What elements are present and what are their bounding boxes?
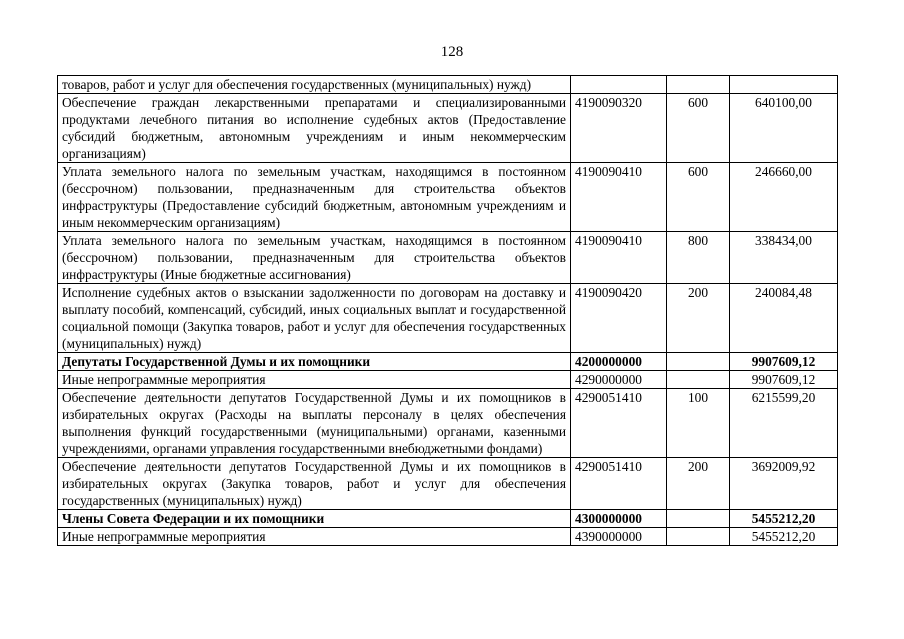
row-description: Иные непрограммные мероприятия (58, 371, 571, 389)
table-row (58, 232, 838, 284)
row-code: 4290051410 (571, 389, 667, 458)
table-row (58, 528, 838, 546)
row-amount: 3692009,92 (730, 458, 838, 510)
row-amount: 5455212,20 (730, 510, 838, 528)
budget-table-body (58, 76, 838, 546)
row-code: 4290051410 (571, 458, 667, 510)
page-number: 128 (440, 44, 464, 60)
row-code: 4200000000 (571, 353, 667, 371)
row-expense-type: 200 (667, 458, 730, 510)
row-amount: 9907609,12 (730, 353, 838, 371)
row-amount: 240084,48 (730, 284, 838, 353)
row-expense-type (667, 528, 730, 546)
row-amount: 246660,00 (730, 163, 838, 232)
table-row (58, 510, 838, 528)
row-expense-type (667, 510, 730, 528)
row-expense-type: 600 (667, 94, 730, 163)
row-amount: 6215599,20 (730, 389, 838, 458)
row-expense-type: 200 (667, 284, 730, 353)
row-description: Иные непрограммные мероприятия (58, 528, 571, 546)
row-description: товаров, работ и услуг для обеспечения государственных (муниципальных) нужд) (58, 76, 571, 94)
budget-table (57, 75, 838, 546)
row-expense-type (667, 371, 730, 389)
row-description: Уплата земельного налога по земельным участкам, находящимся в постоянном (бессрочном) пользовании, предназначенным для строительства объектов инфраструктуры (Иные бюджетные ассигнования) (58, 232, 571, 284)
table-row (58, 371, 838, 389)
row-code: 4190090410 (571, 232, 667, 284)
row-description: Депутаты Государственной Думы и их помощники (58, 353, 571, 371)
row-amount (730, 76, 838, 94)
row-description: Члены Совета Федерации и их помощники (58, 510, 571, 528)
row-expense-type (667, 353, 730, 371)
table-row (58, 76, 838, 94)
row-amount: 338434,00 (730, 232, 838, 284)
row-code: 4290000000 (571, 371, 667, 389)
row-expense-type: 600 (667, 163, 730, 232)
row-code: 4300000000 (571, 510, 667, 528)
row-amount: 640100,00 (730, 94, 838, 163)
row-description: Обеспечение деятельности депутатов Государственной Думы и их помощников в избирательных округах (Закупка товаров, работ и услуг для обеспечения государственных (муниципальных) нужд) (58, 458, 571, 510)
row-code: 4190090410 (571, 163, 667, 232)
row-amount: 5455212,20 (730, 528, 838, 546)
table-row (58, 389, 838, 458)
row-code: 4190090420 (571, 284, 667, 353)
table-row (58, 458, 838, 510)
table-row (58, 163, 838, 232)
row-expense-type: 100 (667, 389, 730, 458)
row-code: 4190090320 (571, 94, 667, 163)
row-expense-type (667, 76, 730, 94)
row-description: Обеспечение деятельности депутатов Государственной Думы и их помощников в избирательных округах (Расходы на выплаты персоналу в целях обеспечения выполнения функций государственными (муниципальными) органами, казенными учреждениями, органами управления государственными внебюджетными фондами) (58, 389, 571, 458)
table-row (58, 94, 838, 163)
row-description: Исполнение судебных актов о взыскании задолженности по договорам на доставку и выплату пособий, компенсаций, субсидий, иных социальных выплат и государственной социальной помощи (Закупка товаров, работ и услуг для обеспечения государственных (муниципальных) нужд) (58, 284, 571, 353)
row-expense-type: 800 (667, 232, 730, 284)
row-amount: 9907609,12 (730, 371, 838, 389)
row-description: Обеспечение граждан лекарственными препаратами и специализированными продуктами лечебного питания во исполнение судебных актов (Предоставление субсидий бюджетным, автономным учреждениям и иным некоммерческим организациям) (58, 94, 571, 163)
row-code (571, 76, 667, 94)
table-row (58, 284, 838, 353)
row-description: Уплата земельного налога по земельным участкам, находящимся в постоянном (бессрочном) пользовании, предназначенным для строительства объектов инфраструктуры (Предоставление субсидий бюджетным, автономным учреждениям и иным некоммерческим организациям) (58, 163, 571, 232)
table-row (58, 353, 838, 371)
row-code: 4390000000 (571, 528, 667, 546)
